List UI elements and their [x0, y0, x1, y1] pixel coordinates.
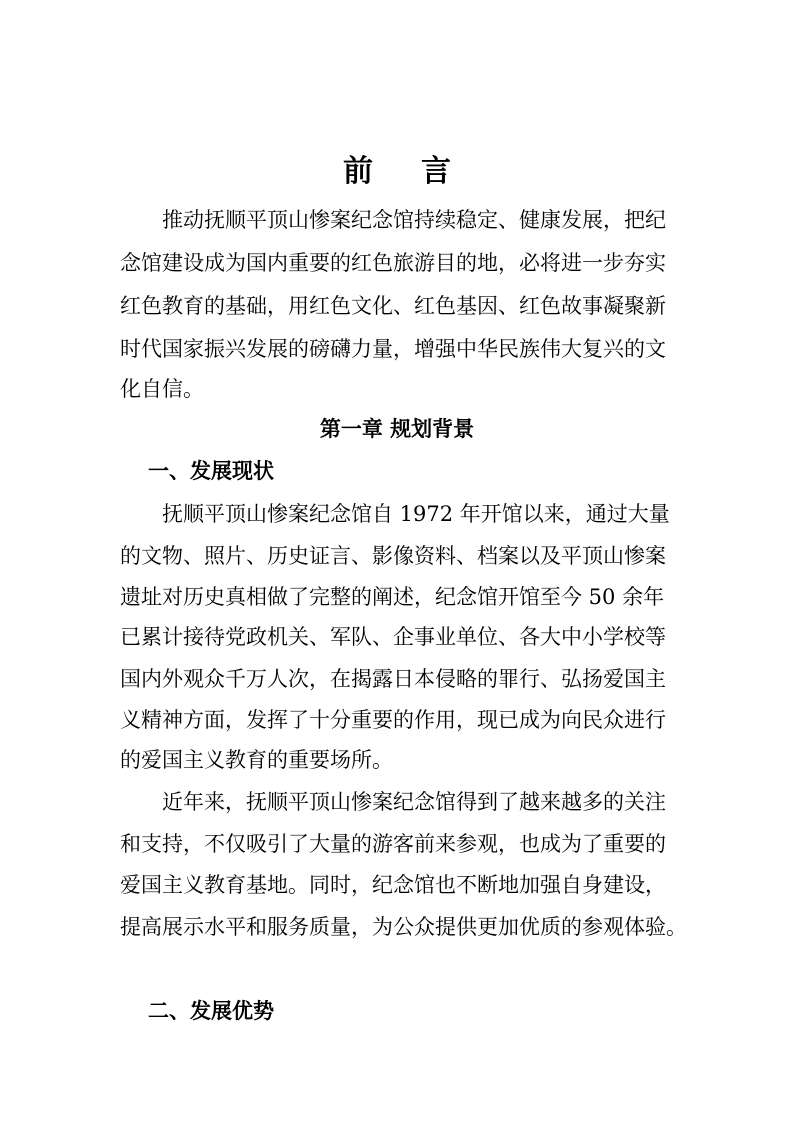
paragraph-line: 遗址对历史真相做了完整的阐述，纪念馆开馆至今 50 余年: [120, 585, 665, 609]
paragraph-line: 国内外观众千万人次，在揭露日本侵略的罪行、弘扬爱国主: [120, 667, 666, 691]
preface-line: 时代国家振兴发展的磅礴力量，增强中华民族伟大复兴的文: [120, 337, 666, 361]
preface-line: 红色教育的基础，用红色文化、红色基因、红色故事凝聚新: [120, 294, 666, 318]
paragraph-line: 和支持，不仅吸引了大量的游客前来参观，也成为了重要的: [120, 832, 666, 856]
preface-line: 推动抚顺平顶山惨案纪念馆持续稳定、健康发展，把纪: [162, 208, 666, 232]
preface-line: 化自信。: [120, 377, 204, 401]
paragraph-line: 的爱国主义教育的重要场所。: [120, 748, 393, 772]
page-title: [0, 146, 794, 190]
paragraph-line: 近年来，抚顺平顶山惨案纪念馆得到了越来越多的关注: [162, 790, 666, 814]
paragraph-line: 已累计接待党政机关、军队、企事业单位、各大中小学校等: [120, 625, 666, 649]
section-heading-2: 二、发展优势: [148, 998, 274, 1023]
paragraph-line: 的文物、照片、历史证言、影像资料、档案以及平顶山惨案: [120, 544, 666, 568]
paragraph-line: 提高展示水平和服务质量，为公众提供更加优质的参观体验。: [120, 915, 687, 939]
title-part-1: 前: [343, 154, 373, 189]
title-part-2: 言: [421, 154, 451, 189]
section-heading-1: 一、发展现状: [148, 458, 274, 483]
paragraph-line: 义精神方面，发挥了十分重要的作用，现已成为向民众进行: [120, 708, 666, 732]
paragraph-line: 抚顺平顶山惨案纪念馆自 1972 年开馆以来，通过大量: [162, 502, 670, 526]
paragraph-line: 爱国主义教育基地。同时，纪念馆也不断地加强自身建设，: [120, 873, 666, 897]
preface-line: 念馆建设成为国内重要的红色旅游目的地，必将进一步夯实: [120, 251, 666, 275]
chapter-title: 第一章 规划背景: [319, 416, 475, 441]
